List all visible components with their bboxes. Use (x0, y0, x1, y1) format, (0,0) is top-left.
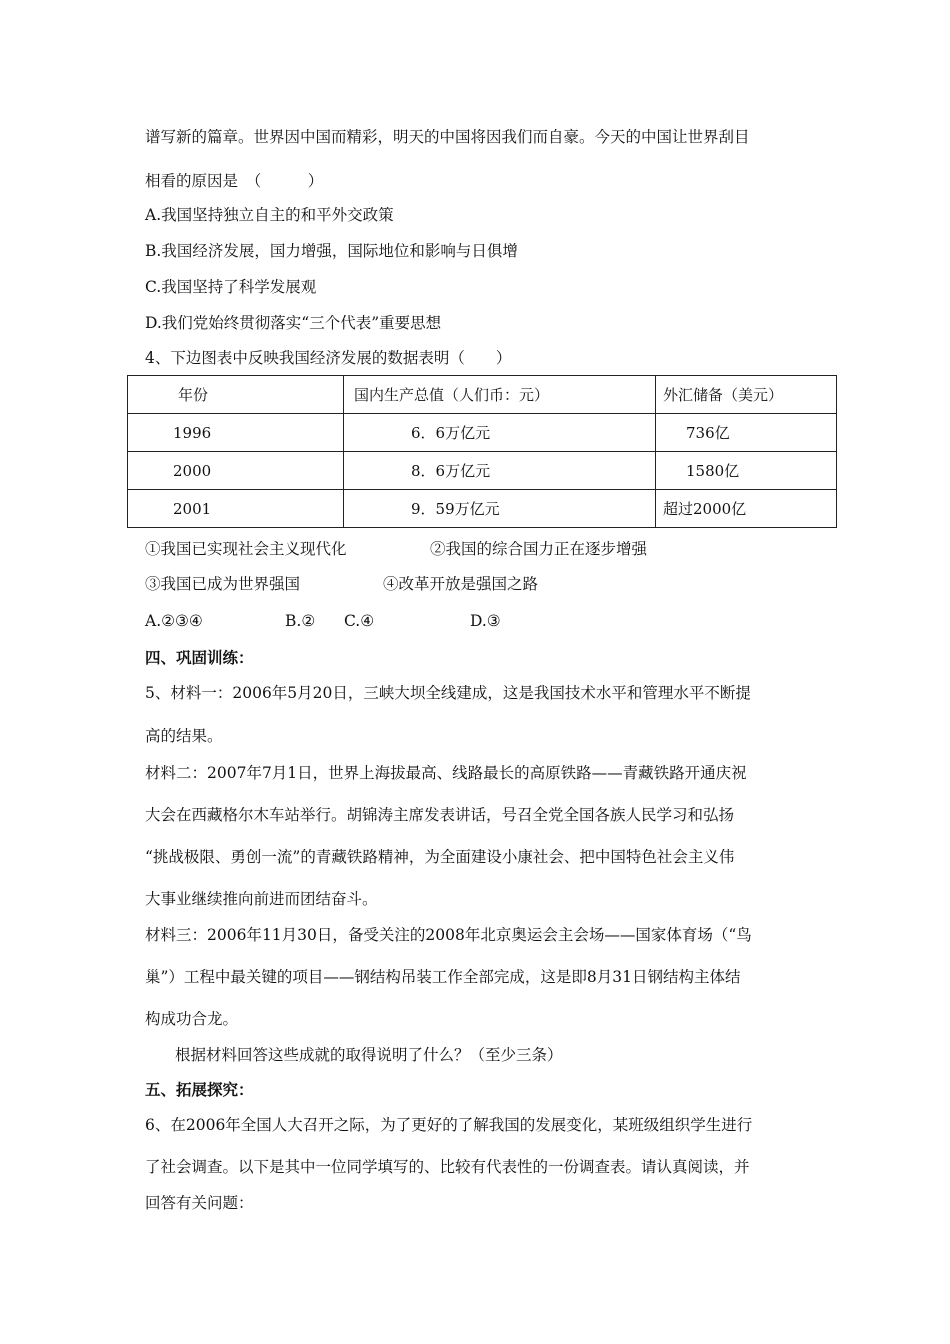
q3-option-a: A.我国坚持独立自主的和平外交政策 (145, 206, 394, 224)
table-cell-gdp: 9．59万亿元 (344, 490, 656, 528)
section-5-line-2: 了社会调查。以下是其中一位同学填写的、比较有代表性的一份调查表。请认真阅读，并 (145, 1158, 750, 1176)
q4-stem: 4、下边图表中反映我国经济发展的数据表明（ ） (145, 349, 512, 367)
section-5-title: 五、拓展探究： (145, 1081, 254, 1099)
q3-option-c: C.我国坚持了科学发展观 (145, 278, 317, 296)
table-row (128, 490, 837, 528)
table-cell-year: 2001 (128, 490, 344, 528)
q3-option-b: B.我国经济发展，国力增强，国际地位和影响与日俱增 (145, 242, 518, 260)
table-cell-year: 2000 (128, 452, 344, 490)
section-4-line-6: 大事业继续推向前进而团结奋斗。 (145, 890, 378, 908)
q3-option-d: D.我们党始终贯彻落实“三个代表”重要思想 (145, 314, 442, 332)
q4-statement-1: ①我国已实现社会主义现代化 (145, 540, 347, 558)
table-row (128, 452, 837, 490)
q4-answer-a: A.②③④ (145, 612, 203, 630)
table-header-forex: 外汇储备（美元） (656, 376, 837, 414)
section-4-line-4: 大会在西藏格尔木车站举行。胡锦涛主席发表讲话，号召全党全国各族人民学习和弘扬 (145, 806, 735, 824)
section-4-line-8: 巢”）工程中最关键的项目——钢结构吊装工作全部完成，这是即8月31日钢结构主体结 (145, 968, 741, 986)
table-header-row (128, 376, 837, 414)
table-cell-forex: 1580亿 (656, 452, 837, 490)
section-5-line-3: 回答有关问题： (145, 1194, 254, 1212)
table-cell-forex: 超过2000亿 (656, 490, 837, 528)
section-4-line-3: 材料二：2007年7月1日，世界上海拔最高、线路最长的高原铁路——青藏铁路开通庆祝 (145, 764, 747, 782)
table-cell-gdp: 8．6万亿元 (344, 452, 656, 490)
q4-answer-b: B.② (285, 612, 316, 630)
q3-stem-line-1: 谱写新的篇章。世界因中国而精彩，明天的中国将因我们而自豪。今天的中国让世界刮目 (145, 128, 750, 146)
section-4-line-9: 构成功合龙。 (145, 1010, 239, 1028)
section-4-line-2: 高的结果。 (145, 727, 223, 745)
table-cell-gdp: 6．6万亿元 (344, 414, 656, 452)
table-header-gdp: 国内生产总值（人们币：元） (344, 376, 656, 414)
q4-statement-3: ③我国已成为世界强国 (145, 575, 301, 593)
section-5-line-1: 6、在2006年全国人大召开之际，为了更好的了解我国的发展变化，某班级组织学生进行 (145, 1116, 753, 1134)
q4-statement-4: ④改革开放是强国之路 (383, 575, 539, 593)
q4-statement-2: ②我国的综合国力正在逐步增强 (430, 540, 648, 558)
q4-answer-c: C.④ (344, 612, 375, 630)
economy-data-table (127, 375, 837, 528)
section-4-line-7: 材料三：2006年11月30日，备受关注的2008年北京奥运会主会场——国家体育场（“鸟 (145, 926, 752, 944)
table-cell-year: 1996 (128, 414, 344, 452)
section-4-title: 四、巩固训练： (145, 649, 254, 667)
section-4-line-1: 5、材料一：2006年5月20日，三峡大坝全线建成，这是我国技术水平和管理水平不断提 (145, 684, 751, 702)
table-cell-forex: 736亿 (656, 414, 837, 452)
table-header-year: 年份 (128, 376, 344, 414)
section-4-question: 根据材料回答这些成就的取得说明了什么？（至少三条） (175, 1046, 563, 1064)
section-4-line-5: “挑战极限、勇创一流”的青藏铁路精神，为全面建设小康社会、把中国特色社会主义伟 (145, 848, 735, 866)
table-row (128, 414, 837, 452)
q4-answer-d: D.③ (470, 612, 501, 630)
q3-stem-line-2: 相看的原因是 （ ） (145, 172, 324, 190)
